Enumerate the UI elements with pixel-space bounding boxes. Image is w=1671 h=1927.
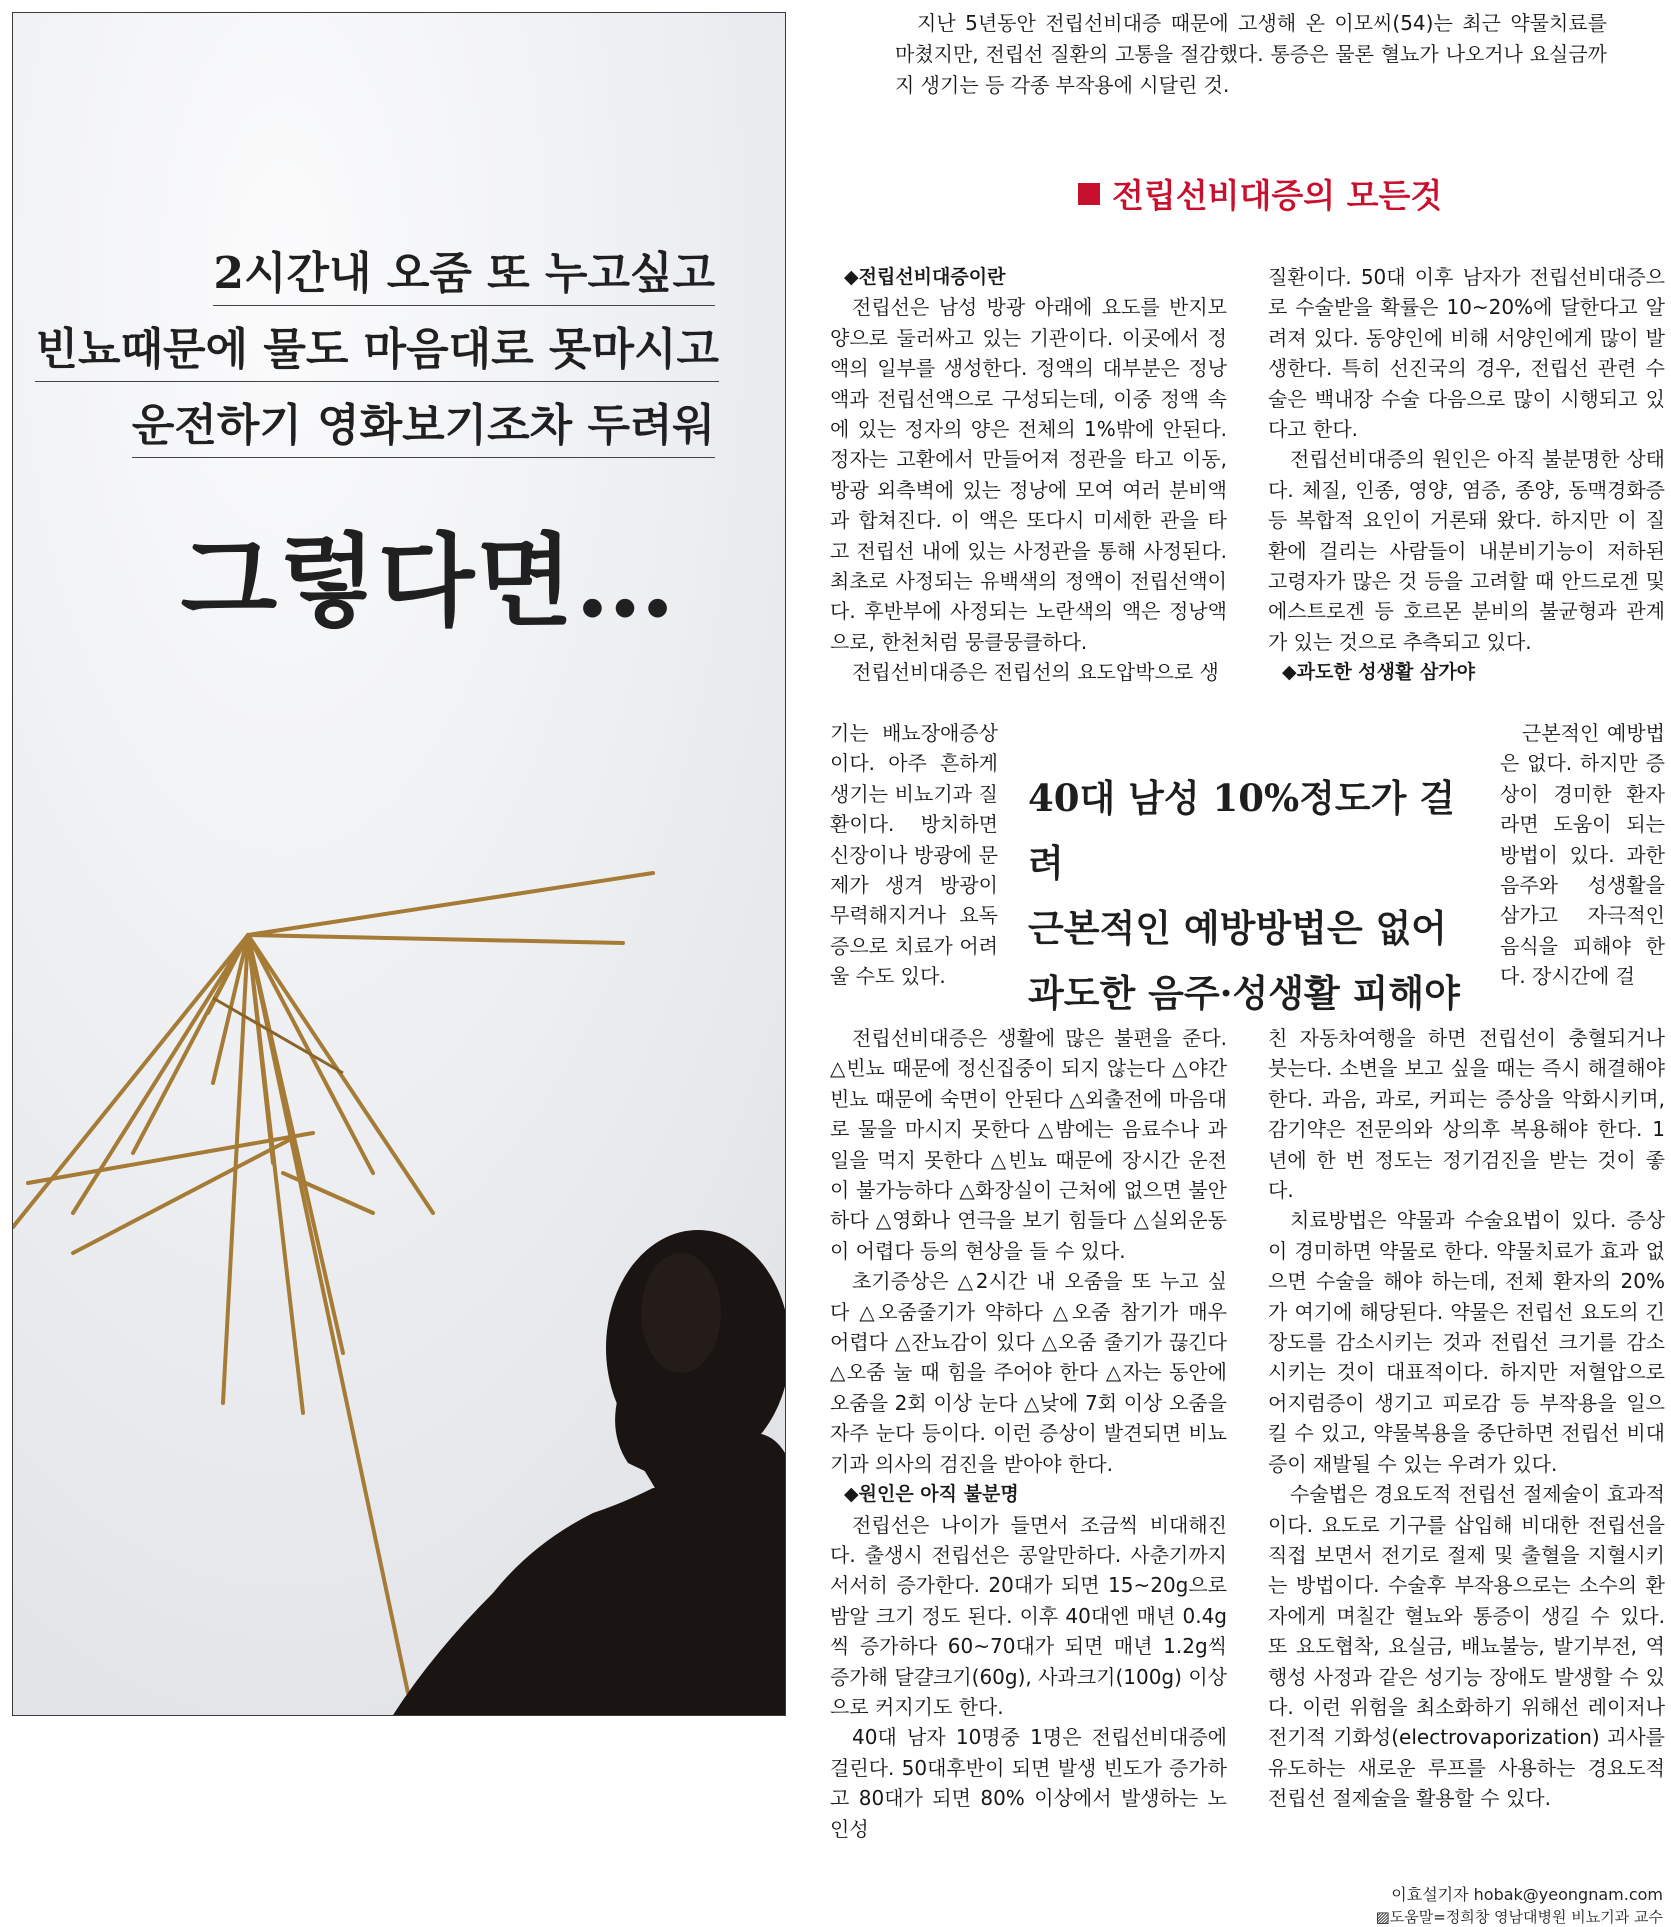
section-title-text: 전립선비대증의 모든것 (1112, 176, 1443, 215)
article-column-right-narrow (1500, 718, 1665, 992)
subheading-prevention: ◆과도한 성생활 삼가야 (1282, 661, 1476, 684)
paragraph: 근본적인 예방법은 없다. 하지만 증상이 경미한 환자라면 도움이 되는 방법이 있다. 과한 음주와 성생활을 삼가고 자극적인 음식을 피해야 한다. 장시간에 걸 (1500, 721, 1665, 989)
paragraph: 전립선비대증은 전립선의 요도압박으로 생 (852, 660, 1219, 685)
subheading-cause: ◆원인은 아직 불분명 (844, 1483, 1019, 1506)
paragraph: 40대 남자 10명중 1명은 전립선비대증에 걸린다. 50대후반이 되면 발생 빈도가 증가하고 80대가 되면 80% 이상에서 발생하는 노인성 (830, 1725, 1227, 1841)
paragraph: 전립선은 나이가 들면서 조금씩 비대해진다. 출생시 전립선은 콩알만하다. 사춘기까지 서서히 증가한다. 20대가 되면 15~20g으로 밤알 크기 정도 된다. 이후 40대엔 매년 0.4g씩 증가하다 60~70대가 되면 매년 1.2g씩 증가해 달걀크기(60g), 사과크기(100g) 이상으로 커지기도 한다. (830, 1512, 1227, 1719)
paragraph: 전립선비대증은 생활에 많은 불편을 준다. △빈뇨 때문에 정신집중이 되지 않는다 △야간빈뇨 때문에 숙면이 안된다 △외출전에 마음대로 물을 마시지 못한다 △밤에는 음료수나 과일을 먹지 못한다 △빈뇨 때문에 장시간 운전이 불가능하다 △화장실이 근처에 없으면 불안하다 △영화나 연극을 보기 힘들다 △실외운동이 어렵다 등의 현상을 들 수 있다. (830, 1026, 1227, 1263)
headline-line-2: 빈뇨때문에 물도 마음대로 못마시고 (35, 313, 719, 382)
paragraph: 친 자동차여행을 하면 전립선이 충혈되거나 붓는다. 소변을 보고 싶을 때는 즉시 해결해야 한다. 과음, 과로, 커피는 증상을 악화시키며, 감기약은 전문의와 상의후 복용해야 한다. 1년에 한 번 정도는 정기검진을 받는 것이 좋다. (1268, 1026, 1665, 1203)
pull-quote-line-1: 40대 남성 10%정도가 걸려 (1028, 776, 1455, 885)
paragraph: 기는 배뇨장애증상이다. 아주 흔하게 생기는 비뇨기과 질환이다. 방치하면 신장이나 방광에 문제가 생겨 방광이 무력해지거나 요독증으로 치료가 어려울 수도 있다. (830, 721, 998, 989)
article-column-left-bottom (830, 1023, 1227, 1844)
paragraph: 전립선비대증의 원인은 아직 불분명한 상태다. 체질, 인종, 영양, 염증, 종양, 동맥경화증 등 복합적 요인이 거론돼 왔다. 하지만 이 질환에 걸리는 사람들이 내분비기능이 저하된 고령자가 많은 것 등을 고려할 때 안드로겐 및 에스트로겐 등 호르몬 분비의 불균형과 관계가 있는 것으로 추측되고 있다. (1268, 447, 1665, 654)
cover-photo (12, 12, 786, 1716)
paragraph: 전립선은 남성 방광 아래에 요도를 반지모양으로 둘러싸고 있는 기관이다. 이곳에서 정액의 일부를 생성한다. 정액의 대부분은 정낭액과 전립선액으로 구성되는데, 이중 정액 속에 있는 정자의 양은 전체의 1%밖에 안된다. 정자는 고환에서 만들어져 정관을 타고 이동, 방광 외측벽에 있는 정낭에 모여 여러 분비액과 합쳐진다. 이 액은 또다시 미세한 관을 타고 전립선 내에 있는 사정관을 통해 사정된다. 최초로 사정되는 유백색의 정액이 전립선액이다. 후반부에 사정되는 노란색의 액은 정낭액으로, 한천처럼 뭉클뭉클하다. (830, 295, 1227, 654)
red-square-icon (1078, 183, 1100, 205)
article-column-left-narrow (830, 718, 998, 992)
pull-quote-line-3: 과도한 음주·성생활 피해야 (1028, 971, 1460, 1015)
reporter-byline: 이효설기자 hobak@yeongnam.com (1391, 1885, 1663, 1904)
paragraph: 초기증상은 △2시간 내 오줌을 또 누고 싶다 △오줌줄기가 약하다 △오줌 참기가 매우 어렵다 △잔뇨감이 있다 △오줌 줄기가 끊긴다 △오줌 눌 때 힘을 주어야 한다 △자는 동안에 오줌을 2회 이상 눈다 △낮에 7회 이상 오줌을 자주 눈다 등이다. 이런 증상이 발견되면 비뇨기과 의사의 검진을 받아야 한다. (830, 1269, 1227, 1476)
article-column-right-bottom (1268, 1023, 1665, 1814)
intro-text: 지난 5년동안 전립선비대증 때문에 고생해 온 이모씨(54)는 최근 약물치료를 마쳤지만, 전립선 질환의 고통을 절감했다. 통증은 물론 혈뇨가 나오거나 요실금까지 생기는 등 각종 부작용에 시달린 것. (895, 11, 1607, 97)
paragraph: 질환이다. 50대 이후 남자가 전립선비대증으로 수술받을 확률은 10~20%에 달한다고 알려져 있다. 동양인에 비해 서양인에게 많이 발생한다. 특히 선진국의 경우, 전립선 관련 수술은 백내장 수술 다음으로 많이 시행되고 있다고 한다. (1268, 265, 1665, 442)
headline-line-3: 운전하기 영화보기조차 두려워 (132, 389, 715, 458)
headline-main: 그렇다면… (180, 522, 677, 640)
pull-quote (1028, 766, 1476, 1026)
headline-line-1: 2시간내 오줌 또 누고싶고 (213, 237, 715, 306)
pull-quote-line-2: 근본적인 예방방법은 없어 (1028, 906, 1447, 950)
paragraph: 수술법은 경요도적 전립선 절제술이 효과적이다. 요도로 기구를 삽입해 비대한 전립선을 직접 보면서 전기로 절제 및 출혈을 지혈시키는 방법이다. 수술후 부작용으로는 소수의 환자에게 며칠간 혈뇨와 통증이 생길 수 있다. 또 요도협착, 요실금, 배뇨불능, 발기부전, 역행성 사정과 같은 성기능 장애도 발생할 수 있다. 이런 위험을 최소화하기 위해선 레이저나 전기적 기화성(electrovaporization) 괴사를 유도하는 새로운 루프를 사용하는 경요도적 전립선 절제술을 활용할 수 있다. (1268, 1482, 1665, 1811)
subheading-what-is: ◆전립선비대증이란 (844, 266, 1006, 288)
paragraph: 치료방법은 약물과 수술요법이 있다. 증상이 경미하면 약물로 한다. 약물치료가 효과 없으면 수술을 해야 하는데, 전체 환자의 20%가 여기에 해당된다. 약물은 전립선 요도의 긴장도를 감소시키는 것과 전립선 크기를 감소시키는 것이 대표적이다. 하지만 저혈압으로 어지럼증이 생기고 피로감 등 부작용을 일으킬 수 있고, 약물복용을 중단하면 전립선 비대증이 재발될 수 있는 우려가 있다. (1268, 1208, 1665, 1476)
section-title (1078, 170, 1442, 217)
intro-paragraph (895, 8, 1607, 101)
article-column-right-top (1268, 262, 1665, 688)
article-column-left-top (830, 262, 1227, 688)
advice-credit: ▨도움말=정희창 영남대병원 비뇨기과 교수 (1375, 1908, 1663, 1926)
